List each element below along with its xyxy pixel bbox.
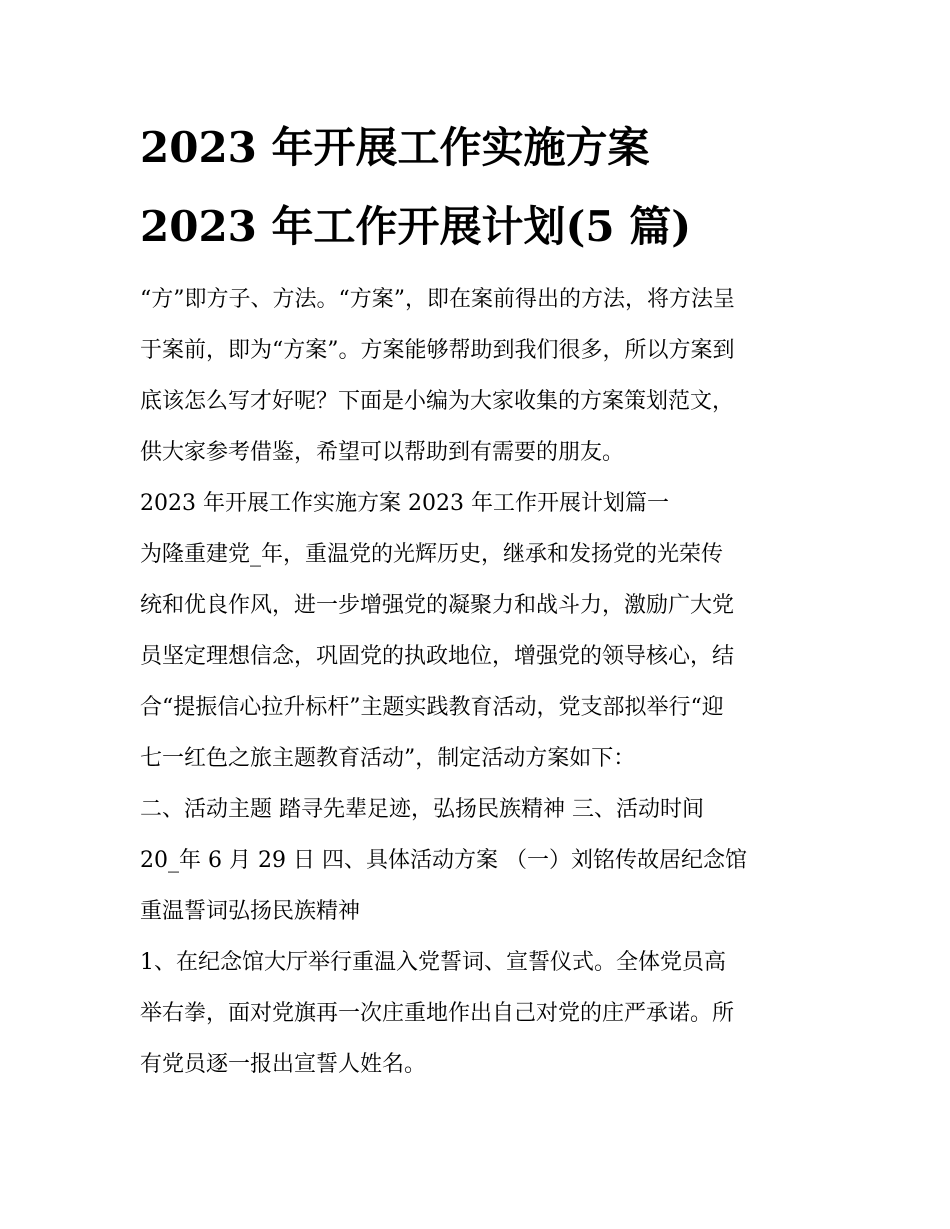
body-text-line: 20_年 6 月 29 日 四、具体活动方案 （一）刘铭传故居纪念馆 — [140, 848, 747, 873]
body-text-line: 底该怎么写才好呢？下面是小编为大家收集的方案策划范文， — [140, 389, 735, 414]
document-title-line-2: 2023 年工作开展计划(5 篇) — [140, 202, 692, 251]
body-text-line: 为隆重建党_年，重温党的光辉历史，继承和发扬党的光荣传 — [140, 542, 724, 567]
document-title-line-1: 2023 年开展工作实施方案 — [140, 123, 650, 172]
body-text-line: 1、在纪念馆大厅举行重温入党誓词、宣誓仪式。全体党员高 — [140, 950, 726, 975]
body-text-line: 于案前，即为“方案”。方案能够帮助到我们很多，所以方案到 — [140, 338, 735, 363]
body-text-line: 合“提振信心拉升标杆”主题实践教育活动，党支部拟举行“迎 — [140, 695, 724, 720]
body-text-line: 二、活动主题 踏寻先辈足迹，弘扬民族精神 三、活动时间 — [140, 797, 704, 822]
body-text-line: 举右拳，面对党旗再一次庄重地作出自己对党的庄严承诺。所 — [140, 1001, 735, 1026]
body-text-line: 员坚定理想信念，巩固党的执政地位，增强党的领导核心，结 — [140, 644, 735, 669]
body-text-line: 供大家参考借鉴，希望可以帮助到有需要的朋友。 — [140, 440, 625, 465]
body-text-line: “方”即方子、方法。“方案”，即在案前得出的方法，将方法呈 — [140, 287, 735, 312]
body-text-line: 重温誓词弘扬民族精神 — [140, 899, 361, 924]
body-text-line: 七一红色之旅主题教育活动”，制定活动方案如下： — [140, 746, 636, 771]
body-text-line: 统和优良作风，进一步增强党的凝聚力和战斗力，激励广大党 — [140, 593, 735, 618]
section-heading: 2023 年开展工作实施方案 2023 年工作开展计划篇一 — [140, 491, 669, 516]
body-text-line: 有党员逐一报出宣誓人姓名。 — [140, 1052, 427, 1077]
